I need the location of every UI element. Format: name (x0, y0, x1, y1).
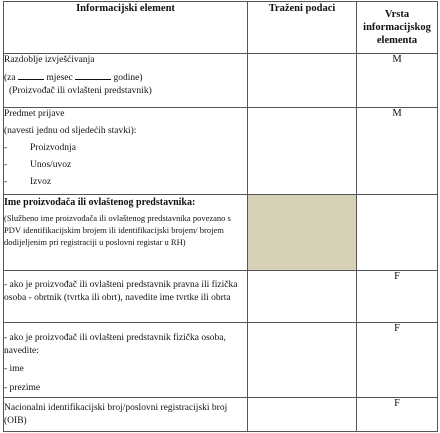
reporting-period-line (4, 71, 247, 85)
company-name-cell: - ako je proizvođač ili ovlašteni predstavnik pravna ili fizička osoba - obrtnik (tvrtka ili obrt), navedite ime tvrtke ili obrta (4, 271, 248, 323)
month-blank[interactable] (18, 71, 44, 80)
report-subject-data-cell[interactable] (248, 108, 357, 195)
table-row (4, 323, 438, 398)
first-name-label: - ime (4, 364, 24, 374)
mjesec-label: mjesec (46, 73, 73, 83)
item-proizvodnja: Proizvodnja (30, 143, 76, 153)
producer-name-cell (4, 195, 248, 271)
table-row (4, 54, 438, 108)
producer-name-type (357, 195, 438, 271)
header-element-type (357, 2, 438, 54)
report-subject-title: Predmet prijave (4, 109, 65, 119)
company-name-data-cell[interactable] (248, 271, 357, 323)
list-item (4, 159, 247, 172)
producer-name-title: Ime proizvođača ili ovlaštenog predstavnika: (4, 197, 196, 208)
item-izvoz: Izvoz (30, 177, 52, 187)
oib-data-cell[interactable] (248, 398, 357, 432)
report-subject-subtitle: (navesti jednu od sljedećih stavki): (4, 126, 137, 136)
list-item (4, 142, 247, 155)
report-subject-cell (4, 108, 248, 195)
table-header-row (4, 2, 438, 54)
natural-person-cell (4, 323, 248, 398)
last-name-label: - prezime (4, 383, 41, 393)
information-elements-table (3, 1, 438, 432)
producer-name-data-cell (248, 195, 357, 271)
table-row (4, 398, 438, 432)
report-subject-type: M (357, 108, 438, 195)
oib-type: F (357, 398, 438, 432)
dash-marker: - (4, 143, 8, 153)
table-row (4, 108, 438, 195)
oib-cell: Nacionalni identifikacijski broj/poslovni registracijski broj (OIB) (4, 398, 248, 432)
reporting-period-data-cell[interactable] (248, 54, 357, 108)
header-information-element: Informacijski element (4, 2, 248, 54)
natural-person-type: F (357, 323, 438, 398)
header-element-type-text: Vrsta informacijskog elementa (363, 9, 431, 46)
godine-label: godine) (113, 73, 143, 83)
reporting-period-title: Razdoblje izvješćivanja (4, 55, 95, 65)
za-label: (za (4, 73, 16, 83)
company-name-type: F (357, 271, 438, 323)
year-blank[interactable] (75, 71, 111, 80)
dash-marker: - (4, 177, 8, 187)
list-item (4, 176, 247, 189)
header-requested-data: Traženi podaci (248, 2, 357, 54)
natural-person-text: - ako je proizvođač ili ovlašteni predstavnik fizička osoba, navedite: (4, 333, 226, 356)
table-row (4, 271, 438, 323)
item-unos-uvoz: Unos/uvoz (30, 160, 72, 170)
reporting-period-type: M (357, 54, 438, 108)
reporting-period-cell (4, 54, 248, 108)
natural-person-data-cell[interactable] (248, 323, 357, 398)
producer-name-note: (Službeno ime proizvođača ili ovlaštenog predstavnika povezano s PDV identifikacijskim brojem ili identifikacijski brojem/ brojem dodijeljenim pri registraciji u poslovni registar u RH) (4, 213, 231, 247)
reporting-period-note: (Proizvođač ili ovlašteni predstavnik) (9, 86, 152, 96)
dash-marker: - (4, 160, 8, 170)
table-row (4, 195, 438, 271)
